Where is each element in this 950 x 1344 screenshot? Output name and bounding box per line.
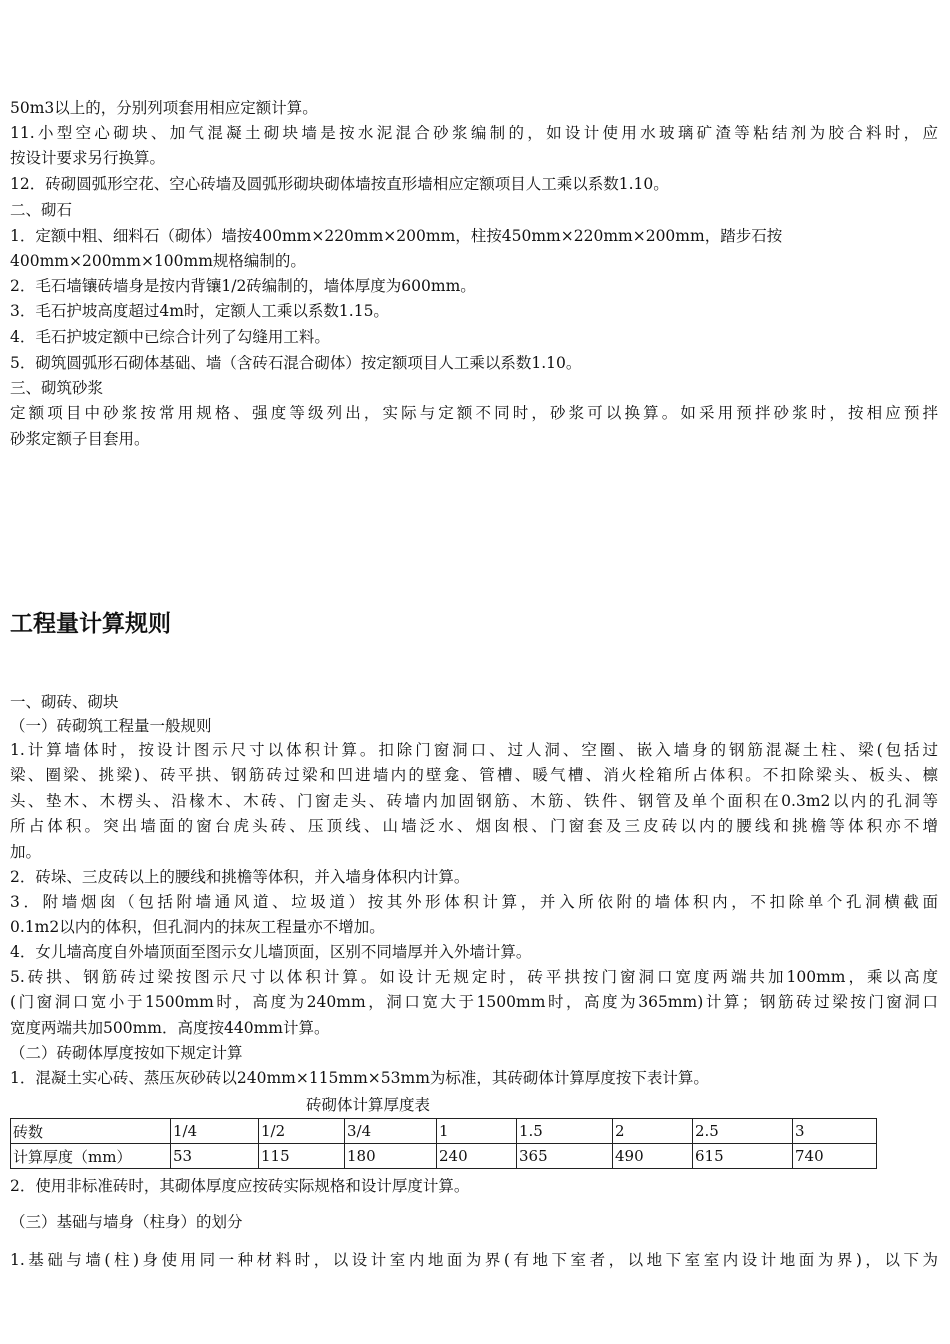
subsection-title: （二）砖砌体厚度按如下规定计算 bbox=[10, 1044, 243, 1062]
text-line: 宽度两端共加500mm．高度按440mm计算。 bbox=[10, 1019, 330, 1037]
text-line: 1.计算墙体时，按设计图示尺寸以体积计算。扣除门窗洞口、过人洞、空圈、嵌入墙身的钢筋混凝土柱、梁(包括过 bbox=[10, 741, 938, 759]
text-line: 加。 bbox=[10, 843, 42, 861]
text-line: 4．毛石护坡定额中已综合计列了勾缝用工料。 bbox=[10, 328, 330, 346]
text-line: 1．定额中粗、细料石（砌体）墙按400mm×220mm×200mm，柱按450mm×220mm×200mm，踏步石按 bbox=[10, 227, 783, 245]
text-line: 0.1m2以内的体积，但孔洞内的抹灰工程量亦不增加。 bbox=[10, 918, 385, 936]
table-cell: 180 bbox=[345, 1144, 437, 1169]
table-cell: 1 bbox=[437, 1119, 517, 1144]
text-line: 3．毛石护坡高度超过4m时，定额人工乘以系数1.15。 bbox=[10, 302, 389, 320]
section-title: 二、砌石 bbox=[10, 201, 73, 219]
section-title: 一、砌砖、砌块 bbox=[10, 693, 119, 711]
table-cell: 计算厚度（mm） bbox=[11, 1144, 171, 1169]
table-cell: 365 bbox=[517, 1144, 613, 1169]
text-line: 2．使用非标准砖时，其砌体厚度应按砖实际规格和设计厚度计算。 bbox=[10, 1177, 470, 1195]
text-line: 1．混凝土实心砖、蒸压灰砂砖以240mm×115mm×53mm为标准，其砖砌体计算厚度按下表计算。 bbox=[10, 1069, 709, 1087]
table-row bbox=[11, 1144, 877, 1169]
page-heading: 工程量计算规则 bbox=[10, 611, 171, 637]
text-line: 50m3以上的，分别列项套用相应定额计算。 bbox=[10, 99, 318, 117]
subsection-title: （一）砖砌筑工程量一般规则 bbox=[10, 717, 212, 735]
table-cell: 2.5 bbox=[693, 1119, 793, 1144]
table-cell: 1.5 bbox=[517, 1119, 613, 1144]
text-line: 11.小型空心砌块、加气混凝土砌块墙是按水泥混合砂浆编制的，如设计使用水玻璃矿渣等粘结剂为胶合料时，应 bbox=[10, 124, 938, 142]
table-cell: 1/4 bbox=[171, 1119, 259, 1144]
table-caption: 砖砌体计算厚度表 bbox=[306, 1096, 431, 1114]
text-line: 梁、圈梁、挑梁)、砖平拱、钢筋砖过梁和凹进墙内的壁龛、管槽、暖气槽、消火栓箱所占体积。不扣除梁头、板头、檩 bbox=[10, 766, 938, 784]
table-cell: 53 bbox=[171, 1144, 259, 1169]
table-cell: 3 bbox=[793, 1119, 877, 1144]
thickness-table bbox=[10, 1118, 877, 1169]
text-line: 5.砖拱、钢筋砖过梁按图示尺寸以体积计算。如设计无规定时，砖平拱按门窗洞口宽度两端共加100mm，乘以高度 bbox=[10, 968, 938, 986]
text-line: 4．女儿墙高度自外墙顶面至图示女儿墙顶面，区别不同墙厚并入外墙计算。 bbox=[10, 943, 532, 961]
text-line: 定额项目中砂浆按常用规格、强度等级列出，实际与定额不同时，砂浆可以换算。如采用预拌砂浆时，按相应预拌 bbox=[10, 404, 938, 422]
text-line: 按设计要求另行换算。 bbox=[10, 149, 166, 167]
text-line: 所占体积。突出墙面的窗台虎头砖、压顶线、山墙泛水、烟囱根、门窗套及三皮砖以内的腰线和挑檐等体积亦不增 bbox=[10, 817, 938, 835]
table-cell: 490 bbox=[613, 1144, 693, 1169]
table-cell: 240 bbox=[437, 1144, 517, 1169]
table-cell: 砖数 bbox=[11, 1119, 171, 1144]
text-line: 2．砖垛、三皮砖以上的腰线和挑檐等体积，并入墙身体积内计算。 bbox=[10, 868, 470, 886]
subsection-title: （三）基础与墙身（柱身）的划分 bbox=[10, 1213, 243, 1231]
table-row bbox=[11, 1119, 877, 1144]
text-line: 头、垫木、木楞头、沿椽木、木砖、门窗走头、砖墙内加固钢筋、木筋、铁件、钢管及单个面积在0.3m2以内的孔洞等 bbox=[10, 792, 938, 810]
text-line: 1.基础与墙(柱)身使用同一种材料时，以设计室内地面为界(有地下室者，以地下室室内设计地面为界)，以下为 bbox=[10, 1251, 938, 1269]
text-line: 砂浆定额子目套用。 bbox=[10, 430, 150, 448]
section-title: 三、砌筑砂浆 bbox=[10, 379, 104, 397]
text-line: 5．砌筑圆弧形石砌体基础、墙（含砖石混合砌体）按定额项目人工乘以系数1.10。 bbox=[10, 354, 582, 372]
text-line: 3．附墙烟囱（包括附墙通风道、垃圾道）按其外形体积计算，并入所依附的墙体积内，不扣除单个孔洞横截面 bbox=[10, 893, 938, 911]
table-cell: 1/2 bbox=[259, 1119, 345, 1144]
table-cell: 3/4 bbox=[345, 1119, 437, 1144]
table-cell: 115 bbox=[259, 1144, 345, 1169]
text-line: 400mm×200mm×100mm规格编制的。 bbox=[10, 252, 306, 270]
text-line: (门窗洞口宽小于1500mm时，高度为240mm，洞口宽大于1500mm时，高度为365mm)计算；钢筋砖过梁按门窗洞口 bbox=[10, 993, 938, 1011]
table-cell: 740 bbox=[793, 1144, 877, 1169]
text-line: 2．毛石墙镶砖墙身是按内背镶1/2砖编制的，墙体厚度为600mm。 bbox=[10, 277, 476, 295]
table-cell: 2 bbox=[613, 1119, 693, 1144]
text-line: 12．砖砌圆弧形空花、空心砖墙及圆弧形砌块砌体墙按直形墙相应定额项目人工乘以系数1.10。 bbox=[10, 175, 669, 193]
table-cell: 615 bbox=[693, 1144, 793, 1169]
